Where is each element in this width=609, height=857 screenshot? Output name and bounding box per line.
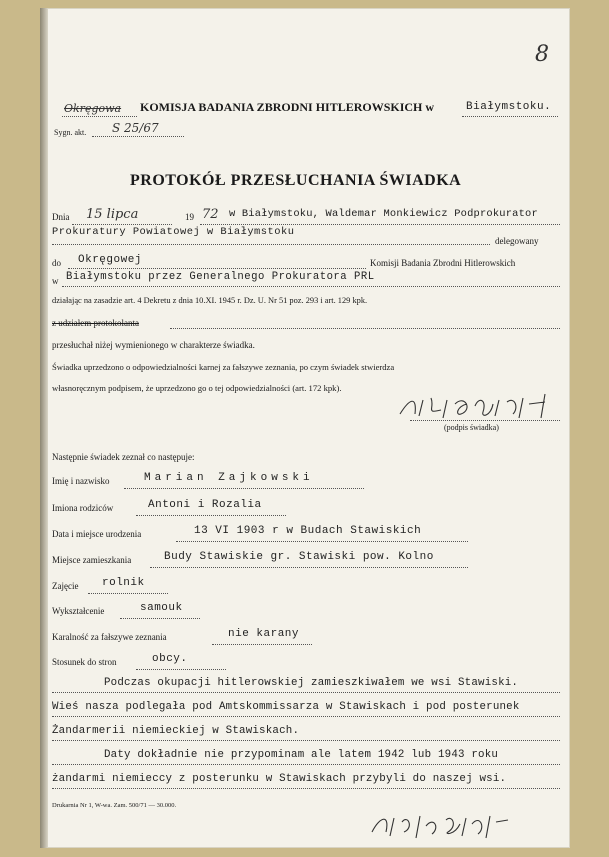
birth-label: Data i miejsce urodzenia: [52, 529, 142, 539]
relation: obcy.: [152, 653, 188, 665]
testimony-line-5: żandarmi niemieccy z posterunku w Stawiskach przybyli do naszej wsi.: [52, 773, 507, 785]
year-suffix: 72: [202, 207, 219, 222]
witness-name: Marian Zajkowski: [144, 472, 314, 484]
do-typed: Okręgowej: [78, 254, 142, 266]
udzial-protokolanta: z udziałem protokolanta: [52, 318, 139, 328]
dnia-label: Dnia: [52, 212, 70, 222]
przesluchal: przesłuchał niżej wymienionego w charakterze świadka.: [52, 340, 255, 350]
birth: 13 VI 1903 r w Budach Stawiskich: [194, 525, 422, 537]
residence: Budy Stawiskie gr. Stawiski pow. Kolno: [164, 551, 434, 563]
page-title: PROTOKÓŁ PRZESŁUCHANIA ŚWIADKA: [130, 172, 462, 189]
education-label: Wykształcenie: [52, 606, 105, 616]
header-okregowa: Okręgowa: [64, 102, 122, 115]
page-number: 8: [535, 42, 549, 67]
day-month: 15 lipca: [86, 207, 139, 222]
line1-typed: w Białymstoku, Waldemar Monkiewicz Podprokurator: [229, 208, 538, 220]
sygn-value: S 25/67: [112, 121, 159, 135]
page-edge: [40, 8, 48, 848]
sygn-label: Sygn. akt.: [54, 128, 87, 137]
occupation-label: Zajęcie: [52, 581, 79, 591]
w-label: w: [52, 276, 59, 286]
education: samouk: [140, 602, 183, 614]
line2-typed: Prokuratury Powiatowej w Białymstoku: [52, 226, 295, 238]
parents: Antoni i Rozalia: [148, 499, 262, 511]
do-label: do: [52, 258, 61, 268]
witness-signature: [395, 388, 565, 424]
relation-label: Stosunek do stron: [52, 657, 117, 667]
parents-label: Imiona rodziców: [52, 503, 114, 513]
testimony-line-1: Podczas okupacji hitlerowskiej zamieszkiwałem we wsi Stawiski.: [104, 677, 519, 689]
w-typed: Białymstoku przez Generalnego Prokuratora PRL: [66, 271, 375, 283]
dzialajac: działając na zasadzie art. 4 Dekretu z dnia 10.XI. 1945 r. Dz. U. Nr 51 poz. 293 i art. 129 kpk.: [52, 296, 368, 305]
punished: nie karany: [228, 628, 300, 640]
printer-footer: Drukarnia Nr 1, W-wa. Zam. 500/71 — 30.000.: [52, 802, 177, 809]
header-commission: KOMISJA BADANIA ZBRODNI HITLEROWSKICH w: [140, 100, 435, 114]
testimony-line-2: Wieś nasza podlegała pod Amtskommissarza w Stawiskach i pod posterunek: [52, 701, 520, 713]
testimony-line-3: Żandarmerii niemieckiej w Stawiskach.: [52, 725, 300, 737]
delegowany: delegowany: [495, 236, 539, 246]
punished-label: Karalność za fałszywe zeznania: [52, 632, 167, 642]
name-label: Imię i nazwisko: [52, 476, 110, 486]
residence-label: Miejsce zamieszkania: [52, 555, 132, 565]
nastepnie: Następnie świadek zeznał co następuje:: [52, 452, 195, 462]
testimony-line-4: Daty dokładnie nie przypominam ale latem 1942 lub 1943 roku: [104, 749, 499, 761]
header-city: Białymstoku.: [466, 101, 552, 113]
year-prefix: 19: [185, 212, 194, 222]
bottom-signature: [368, 808, 518, 842]
podpis-label: (podpis świadka): [444, 423, 499, 432]
komisji-label: Komisji Badania Zbrodni Hitlerowskich: [370, 258, 516, 268]
uprzedzono-1: Świadka uprzedzono o odpowiedzialności karnej za fałszywe zeznania, po czym świadek stwierdza: [52, 362, 395, 372]
uprzedzono-2: własnoręcznym podpisem, że uprzedzono go o tej odpowiedzialności (art. 172 kpk).: [52, 383, 342, 393]
occupation: rolnik: [102, 577, 145, 589]
